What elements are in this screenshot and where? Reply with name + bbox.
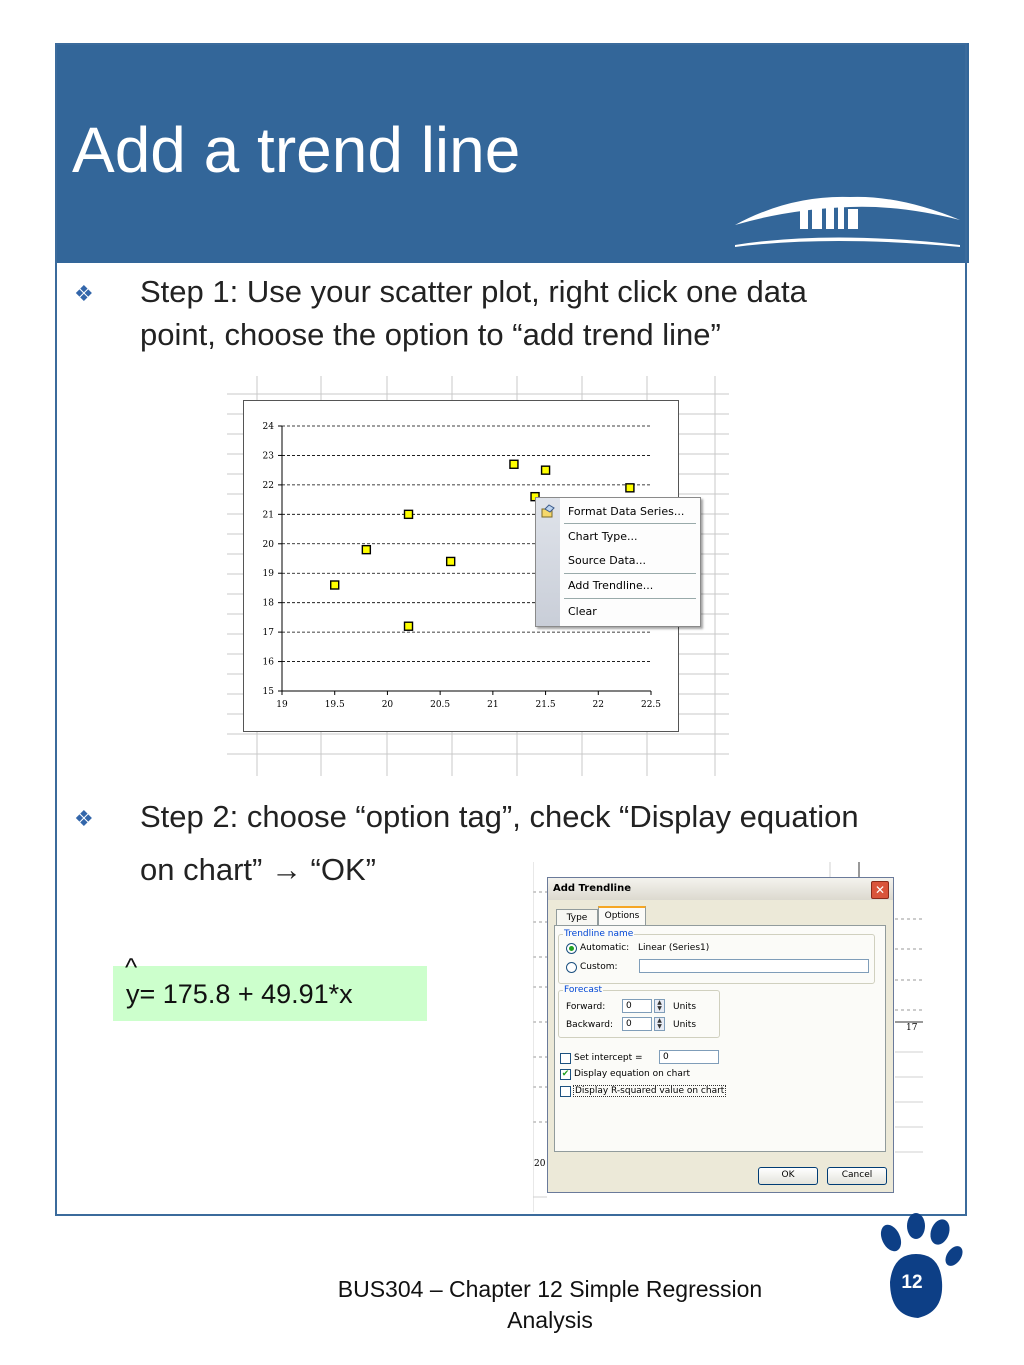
footer-line2: Analysis bbox=[507, 1307, 593, 1333]
step2-line2: on chart” → “OK” bbox=[140, 852, 376, 887]
menu-add-trendline[interactable]: Add Trendline... bbox=[568, 579, 654, 592]
page-title: Add a trend line bbox=[72, 114, 521, 186]
background-axis-label-20: 20 bbox=[534, 1159, 546, 1169]
custom-name-input[interactable] bbox=[639, 959, 869, 973]
step2-line1: Step 2: choose “option tag”, check “Display equation bbox=[140, 799, 859, 834]
menu-clear[interactable]: Clear bbox=[568, 605, 597, 618]
y-tick-label: 21 bbox=[262, 510, 274, 521]
data-point[interactable] bbox=[447, 557, 455, 565]
custom-radio[interactable] bbox=[566, 962, 577, 973]
custom-label[interactable]: Custom: bbox=[580, 962, 618, 972]
data-point[interactable] bbox=[542, 466, 550, 474]
add-trendline-dialog bbox=[547, 877, 894, 1193]
dialog-titlebar[interactable] bbox=[548, 878, 893, 900]
equation-text: y= 175.8 + 49.91*x bbox=[126, 979, 353, 1009]
y-tick-label: 16 bbox=[262, 657, 274, 668]
menu-format-data-series[interactable]: Format Data Series... bbox=[568, 505, 685, 518]
y-tick-label: 22 bbox=[262, 480, 274, 491]
step1-line1: Step 1: Use your scatter plot, right click one data bbox=[140, 274, 807, 309]
y-tick-label: 18 bbox=[262, 598, 274, 609]
forward-input[interactable]: 0 bbox=[622, 999, 652, 1013]
data-point[interactable] bbox=[510, 460, 518, 468]
forward-label: Forward: bbox=[566, 1002, 606, 1012]
paw-print-logo bbox=[868, 1212, 968, 1324]
menu-separator bbox=[564, 573, 696, 574]
forward-spinner[interactable]: ▲ ▼ bbox=[654, 999, 665, 1013]
set-intercept-label[interactable]: Set intercept = bbox=[574, 1053, 643, 1063]
x-tick-label: 20 bbox=[381, 700, 394, 710]
trendline-name-label: Trendline name bbox=[564, 929, 634, 939]
backward-spinner[interactable]: ▲ ▼ bbox=[654, 1017, 665, 1031]
menu-separator bbox=[564, 523, 696, 524]
data-point[interactable] bbox=[362, 546, 370, 554]
tab-options[interactable]: Options bbox=[598, 906, 646, 927]
y-tick-label: 24 bbox=[262, 422, 274, 432]
tab-type[interactable]: Type bbox=[556, 909, 598, 926]
display-equation-label[interactable]: Display equation on chart bbox=[574, 1069, 691, 1079]
y-tick-label: 20 bbox=[262, 539, 274, 550]
footer-text bbox=[300, 1274, 800, 1336]
forward-units-label: Units bbox=[673, 1002, 697, 1012]
menu-source-data[interactable]: Source Data... bbox=[568, 554, 647, 567]
x-tick-label: 22 bbox=[592, 700, 605, 710]
automatic-radio[interactable] bbox=[566, 943, 577, 954]
format-data-series-icon bbox=[541, 504, 556, 518]
forecast-label: Forecast bbox=[564, 985, 603, 995]
x-tick-label: 21.5 bbox=[535, 700, 556, 710]
y-tick-label: 19 bbox=[262, 569, 274, 580]
close-icon[interactable]: ✕ bbox=[871, 881, 889, 899]
dialog-title: Add Trendline bbox=[553, 883, 632, 894]
display-rsquared-label[interactable]: Display R-squared value on chart bbox=[575, 1086, 725, 1096]
bullet-icon: ❖ bbox=[74, 806, 94, 831]
data-point[interactable] bbox=[405, 510, 413, 518]
footer-line1: BUS304 – Chapter 12 Simple Regression bbox=[337, 1276, 763, 1302]
x-tick-label: 20.5 bbox=[430, 700, 451, 710]
backward-units-label: Units bbox=[673, 1020, 697, 1030]
y-hat-symbol: ^ bbox=[125, 952, 138, 982]
page-number: 12 bbox=[901, 1272, 923, 1293]
background-axis-label-17: 17 bbox=[906, 1023, 918, 1033]
set-intercept-checkbox[interactable] bbox=[560, 1053, 571, 1064]
automatic-value: Linear (Series1) bbox=[638, 943, 710, 953]
set-intercept-input[interactable]: 0 bbox=[659, 1050, 719, 1064]
cancel-button[interactable]: Cancel bbox=[827, 1167, 887, 1185]
automatic-label[interactable]: Automatic: bbox=[580, 943, 630, 953]
x-tick-label: 19.5 bbox=[324, 700, 345, 710]
data-point[interactable] bbox=[405, 622, 413, 630]
context-menu bbox=[535, 497, 701, 627]
backward-input[interactable]: 0 bbox=[622, 1017, 652, 1031]
menu-chart-type[interactable]: Chart Type... bbox=[568, 530, 638, 543]
y-tick-label: 23 bbox=[262, 451, 274, 462]
data-point[interactable] bbox=[331, 581, 339, 589]
display-equation-checkbox[interactable]: ✔ bbox=[561, 1069, 570, 1079]
x-tick-label: 22.5 bbox=[640, 700, 662, 710]
y-tick-label: 15 bbox=[262, 687, 274, 697]
ok-button[interactable]: OK bbox=[758, 1167, 818, 1185]
display-rsquared-checkbox[interactable] bbox=[560, 1086, 571, 1097]
data-point[interactable] bbox=[626, 484, 634, 492]
x-tick-label: 21 bbox=[487, 700, 499, 710]
backward-label: Backward: bbox=[566, 1020, 614, 1030]
regression-equation bbox=[113, 952, 427, 1021]
bullet-icon: ❖ bbox=[74, 281, 94, 306]
options-panel bbox=[554, 925, 886, 1152]
x-tick-label: 19 bbox=[276, 700, 288, 710]
campus-logo bbox=[730, 175, 965, 250]
y-tick-label: 17 bbox=[262, 628, 274, 639]
menu-separator bbox=[564, 598, 696, 599]
step1-line2: point, choose the option to “add trend line” bbox=[140, 317, 721, 352]
